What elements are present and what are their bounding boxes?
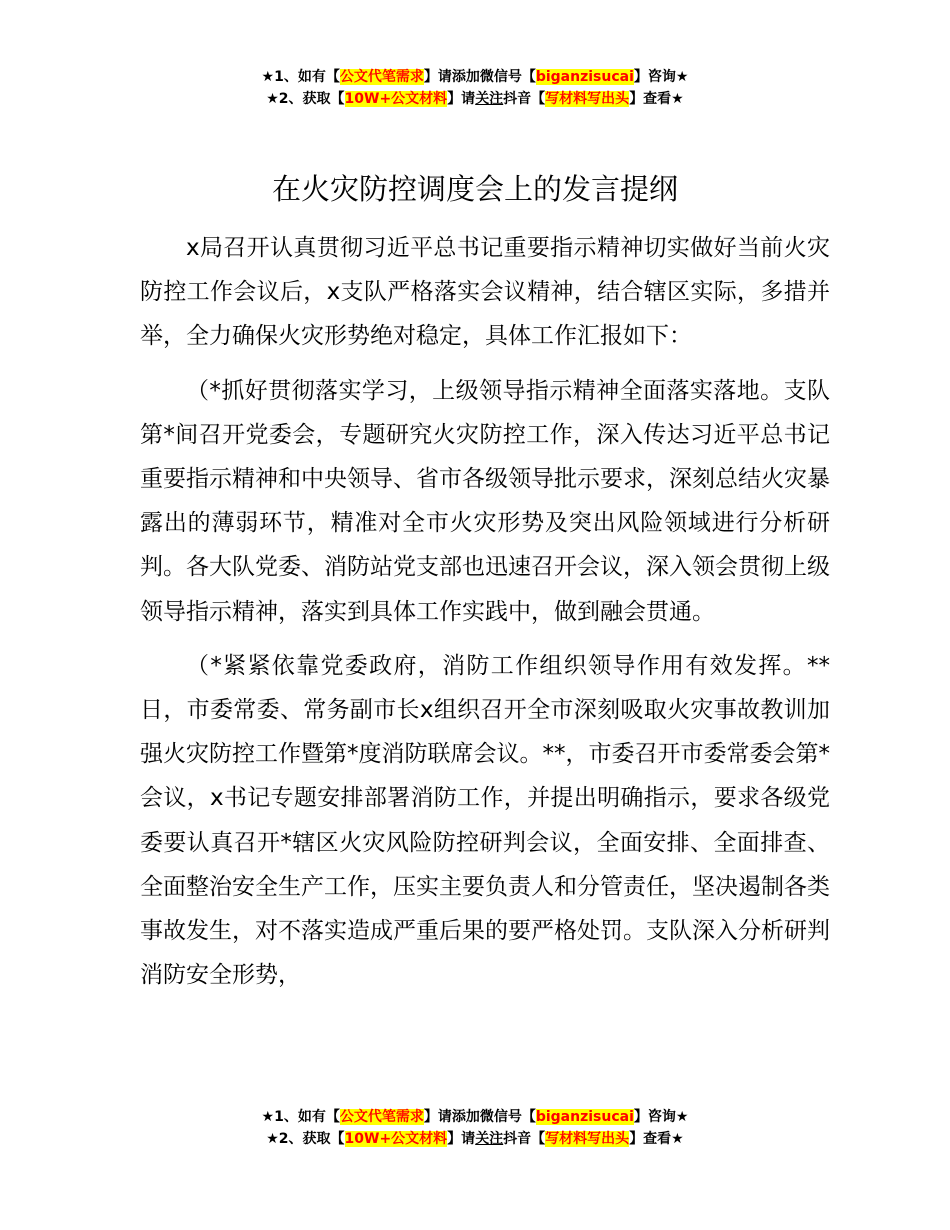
promo-text: ★2、获取【	[266, 1131, 345, 1147]
promo-line-2	[0, 88, 950, 110]
promo-line-2	[0, 1128, 950, 1150]
promo-text: 】请添加微信号【	[423, 69, 536, 85]
promo-text: 】请	[447, 1131, 476, 1147]
promo-highlight-service: 公文代笔需求	[339, 69, 424, 85]
promo-line-1	[0, 66, 950, 88]
promo-line-1	[0, 1106, 950, 1128]
promo-underline-follow: 关注	[475, 1131, 504, 1147]
document-title: 在火灾防控调度会上的发言提纲	[271, 172, 678, 206]
paragraph-party-government: （*紧紧依靠党委政府，消防工作组织领导作用有效发挥。**日，市委常委、常务副市长x组织召开全市深刻吸取火灾事故教训加强火灾防控工作暨第*度消防联席会议。**，市委召开市委常委会第*会议，x书记专题安排部署消防工作，并提出明确指示，要求各级党委要认真召开*辖区火灾风险防控研判会议，全面安排、全面排查、全面整治安全生产工作，压实主要负责人和分管责任，坚决遏制各类事故发生，对不落实造成严重后果的要严格处罚。支队深入分析研判消防安全形势，	[140, 652, 830, 989]
paragraph-study-implementation: （*抓好贯彻落实学习，上级领导指示精神全面落实落地。支队第*间召开党委会，专题研究火灾防控工作，深入传达习近平总书记重要指示精神和中央领导、省市各级领导批示要求，深刻总结火灾暴露出的薄弱环节，精准对全市火灾形势及突出风险领域进行分析研判。各大队党委、消防站党支部也迅速召开会议，深入领会贯彻上级领导指示精神，落实到具体工作实践中，做到融会贯通。	[140, 377, 830, 625]
promo-highlight-wechat-id: biganzisucai	[535, 1109, 634, 1125]
promo-highlight-wechat-id: biganzisucai	[535, 69, 634, 85]
promo-text: 】请添加微信号【	[423, 1109, 536, 1125]
promo-text: ★2、获取【	[266, 91, 345, 107]
promo-highlight-materials: 10W+公文材料	[344, 91, 448, 107]
header-promo-banner	[0, 66, 950, 110]
promo-text: 】请	[447, 91, 476, 107]
promo-text: ★1、如有【	[261, 1109, 340, 1125]
promo-highlight-account: 写材料写出头	[545, 1131, 630, 1147]
promo-text: ★1、如有【	[261, 69, 340, 85]
promo-text: 】咨询★	[633, 1109, 689, 1125]
document-body	[140, 226, 830, 1007]
paragraph-intro: x局召开认真贯彻习近平总书记重要指示精神切实做好当前火灾防控工作会议后，x支队严格落实会议精神，结合辖区实际，多措并举，全力确保火灾形势绝对稳定，具体工作汇报如下：	[140, 235, 830, 350]
promo-text: 】查看★	[629, 1131, 684, 1147]
promo-highlight-account: 写材料写出头	[545, 91, 630, 107]
footer-promo-banner	[0, 1106, 950, 1150]
promo-underline-follow: 关注	[475, 91, 504, 107]
promo-text: 】查看★	[629, 91, 684, 107]
promo-highlight-materials: 10W+公文材料	[344, 1131, 448, 1147]
promo-text: 抖音【	[503, 91, 546, 107]
promo-highlight-service: 公文代笔需求	[339, 1109, 424, 1125]
promo-text: 】咨询★	[633, 69, 689, 85]
promo-text: 抖音【	[503, 1131, 546, 1147]
